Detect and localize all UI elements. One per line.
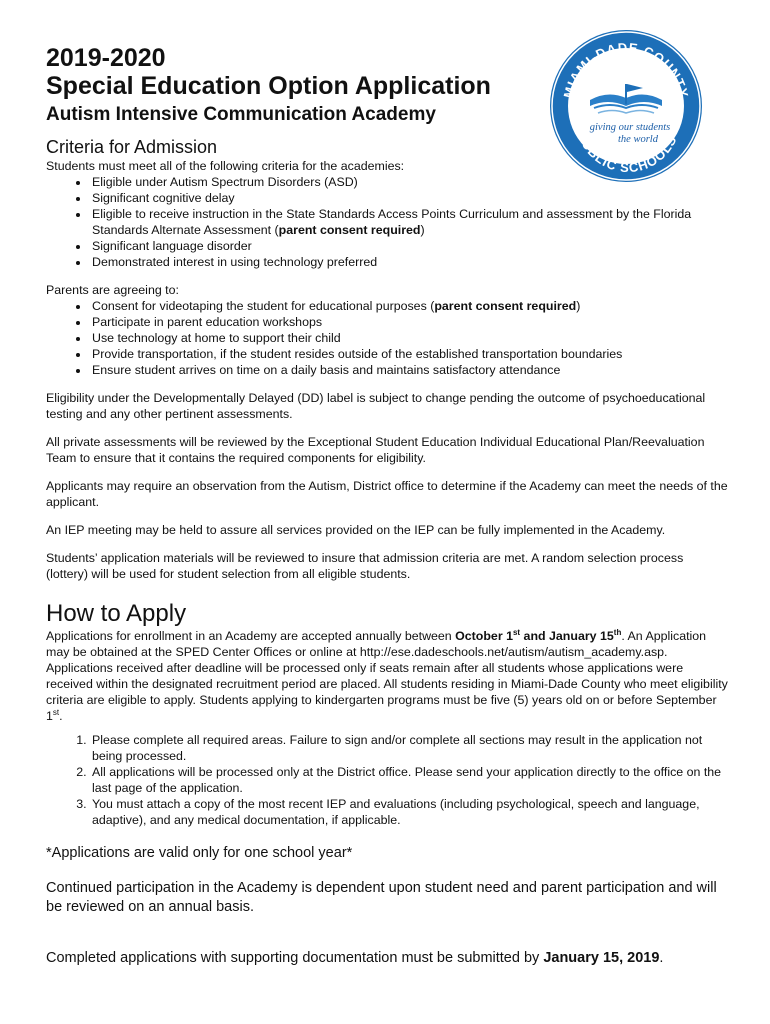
document-subtitle: Autism Intensive Communication Academy: [46, 104, 436, 125]
logo-ring-text-top: MIAMI-DADE COUNTY: [560, 39, 692, 100]
list-item: • Use technology at home to support their child: [90, 330, 728, 346]
paragraph-observation: Applicants may require an observation from the Autism, District office to determine if the Academy can meet the needs of the applicant.: [46, 479, 728, 509]
paragraph-lottery: Students’ application materials will be reviewed to insure that admission criteria are met. A random selection process (lottery) will be used for student selection from all eligible students.: [46, 551, 684, 581]
parents-intro: Parents are agreeing to:: [46, 283, 179, 297]
apply-steps-list: [46, 732, 728, 828]
list-item: • Consent for videotaping the student for educational purposes (parent consent required): [90, 298, 728, 314]
parents-list: [46, 298, 728, 378]
list-item: • Significant cognitive delay: [90, 190, 728, 206]
paragraph-iep-meeting: An IEP meeting may be held to assure all services provided on the IEP can be fully implemented in the Academy.: [46, 523, 666, 537]
paragraph-dd-eligibility: Eligibility under the Developmentally Delayed (DD) label is subject to change pending the outcome of psychoeducational testing and any other pertinent assessments.: [46, 391, 706, 421]
list-item: • Ensure student arrives on time on a daily basis and maintains satisfactory attendance: [90, 362, 728, 378]
criteria-list: [46, 174, 728, 270]
criteria-intro: Students must meet all of the following criteria for the academies:: [46, 159, 405, 173]
logo-tagline-1: giving our students: [589, 122, 671, 133]
criteria-heading: Criteria for Admission: [46, 137, 218, 157]
list-item: 3. You must attach a copy of the most recent IEP and evaluations (including psychological, speech and language, adaptive), and any medical documentation, if applicable.: [90, 796, 728, 828]
list-item: • Demonstrated interest in using technology preferred: [90, 254, 728, 270]
list-item: • Provide transportation, if the student resides outside of the established transportation boundaries: [90, 346, 728, 362]
how-to-apply-heading: How to Apply: [46, 600, 187, 627]
list-item: • Participate in parent education workshops: [90, 314, 728, 330]
document-title: Special Education Option Application: [46, 72, 491, 100]
valid-one-year-note: *Applications are valid only for one school year*: [46, 845, 353, 861]
list-item: 2. All applications will be processed only at the District office. Please send your application directly to the office on the last page of the application.: [90, 764, 728, 796]
list-item: • Eligible under Autism Spectrum Disorders (ASD): [90, 174, 728, 190]
continued-participation-note: Continued participation in the Academy is dependent upon student need and parent participation and will be reviewed on an annual basis.: [46, 880, 717, 915]
logo-ring-text-bottom: PUBLIC SCHOOLS: [574, 129, 680, 176]
logo-tagline-2: the world: [618, 134, 658, 145]
paragraph-private-assessments: All private assessments will be reviewed by the Exceptional Student Education Individual Educational Plan/Reevaluation Team to ensure that it contains the required components for eligibility.: [46, 435, 705, 465]
list-item: 1. Please complete all required areas. Failure to sign and/or complete all sections may result in the application not being processed.: [90, 732, 728, 764]
document-page: [46, 44, 728, 968]
list-item: • Eligible to receive instruction in the State Standards Access Points Curriculum and assessment by the Florida Standards Alternate Assessment (parent consent required): [90, 206, 728, 238]
list-item: • Significant language disorder: [90, 238, 728, 254]
how-to-apply-paragraph: Applications for enrollment in an Academy are accepted annually between October 1st and January 15th. An Application may be obtained at the SPED Center Offices or online at http://ese.dadeschools.net/autism/autism_academy.asp. Applications received after deadline will be processed only if seats remain after all students whose applications were received within the designated recruitment period are placed. All students residing in Miami-Dade County who meet eligibility criteria are eligible to apply. Students applying to kindergarten programs must be five (5) years old on or before September 1st.: [46, 627, 728, 723]
document-year: 2019-2020: [46, 44, 166, 72]
submission-deadline-note: Completed applications with supporting documentation must be submitted by January 15, 2019.: [46, 950, 664, 966]
